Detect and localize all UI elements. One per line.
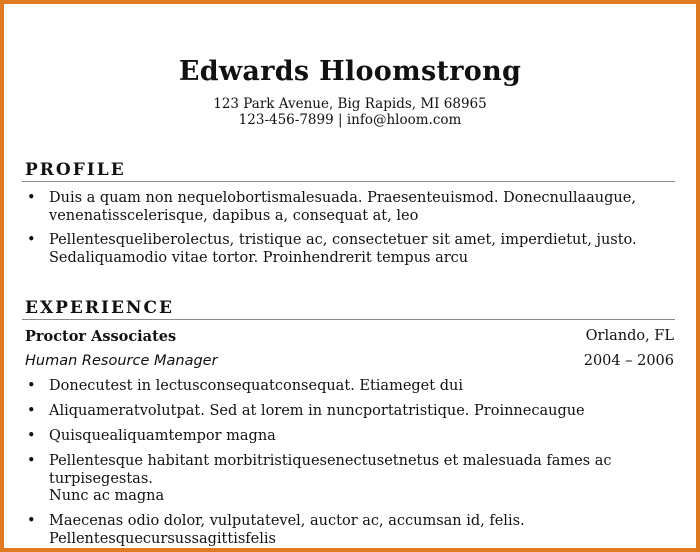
list-item bbox=[22, 513, 672, 548]
bullet-icon: • bbox=[27, 190, 36, 206]
list-item bbox=[22, 190, 672, 225]
list-item-line: Sedaliquamodio vitae tortor. Proinhendrerit tempus arcu bbox=[49, 249, 469, 266]
bullet-icon: • bbox=[27, 453, 36, 469]
list-item-line: Pellentesquecursussagittisfelis bbox=[49, 530, 276, 547]
list-item-line: Quisquealiquamtempor magna bbox=[49, 428, 276, 444]
list-item-line: venenatisscelerisque, dapibus a, consequat at, leo bbox=[49, 207, 419, 224]
experience-list bbox=[22, 378, 672, 548]
job-title: Human Resource Manager bbox=[25, 353, 218, 369]
list-item-line: Nunc ac magna bbox=[49, 488, 165, 504]
experience-divider bbox=[22, 319, 675, 320]
profile-heading: PROFILE bbox=[25, 160, 126, 180]
job-location: Orlando, FL bbox=[585, 328, 674, 344]
contact-line: 123-456-7899 | info@hloom.com bbox=[238, 112, 462, 128]
company-name: Proctor Associates bbox=[25, 328, 177, 345]
resume-name: Edwards Hloomstrong bbox=[178, 56, 522, 87]
job-dates: 2004 – 2006 bbox=[583, 353, 674, 369]
experience-heading: EXPERIENCE bbox=[25, 298, 174, 318]
list-item-line: Maecenas odio dolor, vulputatevel, auctor ac, accumsan id, felis. bbox=[49, 513, 525, 529]
list-item-line: Pellentesque habitant morbitristiquesenectusetnetus et malesuada fames ac turpisegestas. bbox=[49, 453, 612, 487]
address-line: 123 Park Avenue, Big Rapids, MI 68965 bbox=[213, 96, 487, 112]
list-item-line: Pellentesqueliberolectus, tristique ac, consectetuer sit amet, imperdietut, justo. bbox=[49, 232, 637, 248]
list-item bbox=[22, 428, 672, 446]
profile-divider bbox=[22, 181, 675, 182]
bullet-icon: • bbox=[27, 403, 36, 419]
list-item-line: Aliquameratvolutpat. Sed at lorem in nuncportatristique. Proinnecaugue bbox=[49, 403, 585, 419]
bullet-icon: • bbox=[27, 232, 36, 248]
bullet-icon: • bbox=[27, 428, 36, 444]
list-item-line: Duis a quam non nequelobortismalesuada. Praesenteuismod. Donecnullaaugue, bbox=[49, 190, 636, 206]
list-item bbox=[22, 403, 672, 421]
bullet-icon: • bbox=[27, 378, 36, 394]
profile-list bbox=[22, 190, 672, 267]
list-item-line: Donecutest in lectusconsequatconsequat. Etiameget dui bbox=[49, 378, 463, 394]
list-item bbox=[22, 378, 672, 396]
list-item bbox=[22, 232, 672, 267]
bullet-icon: • bbox=[27, 513, 36, 529]
list-item bbox=[22, 453, 672, 506]
